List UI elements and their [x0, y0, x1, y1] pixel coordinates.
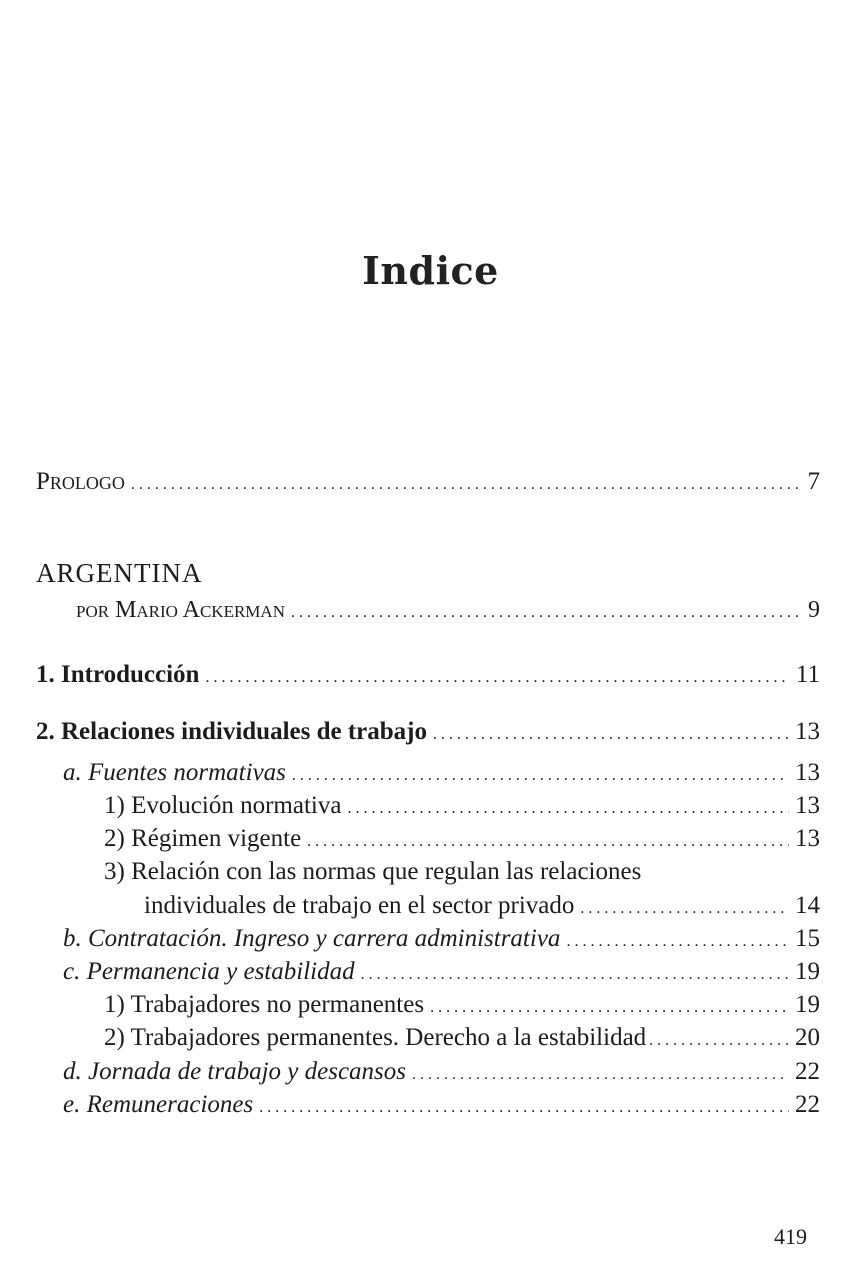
toc-page-number: 14: [795, 892, 820, 919]
page-title: Indice: [362, 248, 499, 293]
toc-entry-contratacion[interactable]: [63, 923, 820, 958]
page-number: 419: [774, 1224, 807, 1249]
toc-entry-relacion-first-line: 3) Relación con las normas que regulan las relaciones: [104, 858, 642, 885]
leader-dots: [292, 760, 789, 792]
toc-page-number: 13: [795, 825, 820, 852]
leader-dots: [649, 1025, 792, 1057]
leader-dots: [412, 1059, 789, 1091]
toc-entry-label: 2. Relaciones individuales de trabajo: [36, 718, 427, 745]
toc-page-number: 15: [795, 925, 820, 952]
leader-dots: [205, 662, 789, 694]
toc-page-number: 13: [795, 718, 820, 745]
leader-dots: [259, 1092, 789, 1124]
toc-entry-label: d. Jornada de trabajo y descansos: [63, 1058, 407, 1085]
toc-page-number: 22: [795, 1058, 820, 1085]
leader-dots: [347, 793, 789, 825]
leader-dots: [430, 992, 789, 1024]
toc-entry-label: b. Contratación. Ingreso y carrera administrativa: [63, 925, 561, 952]
toc-entry-relacion[interactable]: [144, 890, 820, 925]
toc-entry-label: individuales de trabajo en el sector privado: [144, 892, 575, 919]
leader-dots: [131, 469, 802, 501]
country-heading: ARGENTINA: [36, 558, 203, 588]
toc-entry-label: a. Fuentes normativas: [63, 759, 286, 786]
toc-page-number: 11: [795, 661, 820, 688]
toc-entry-remuneraciones[interactable]: [63, 1089, 820, 1124]
toc-page-number: 13: [795, 759, 820, 786]
toc-entry-label: 2) Régimen vigente: [104, 825, 302, 852]
toc-page-number: 22: [795, 1091, 820, 1118]
toc-page-number: 19: [795, 958, 820, 985]
toc-entry-label: 2) Trabajadores permanentes. Derecho a la estabilidad: [104, 1024, 647, 1051]
toc-entry-author[interactable]: [76, 594, 820, 629]
toc-entry-label: 1) Trabajadores no permanentes: [104, 991, 425, 1018]
toc-entry-label: 1) Evolución normativa: [104, 792, 342, 819]
toc-entry-prologo[interactable]: [36, 466, 820, 501]
toc-page-number: 13: [795, 792, 820, 819]
toc-entry-label: Prologo: [36, 468, 125, 495]
toc-page-number: 20: [795, 1024, 820, 1051]
toc-page-number: 7: [807, 468, 820, 495]
leader-dots: [307, 826, 789, 858]
toc-entry-label: e. Remuneraciones: [63, 1091, 254, 1118]
toc-entry-regimen[interactable]: [104, 823, 820, 858]
toc-entry-label: por Mario Ackerman: [76, 597, 285, 623]
toc-entry-relaciones[interactable]: [36, 716, 820, 751]
toc-entry-jornada[interactable]: [63, 1056, 820, 1091]
leader-dots: [433, 719, 789, 751]
leader-dots: [566, 926, 789, 958]
toc-entry-introduccion[interactable]: [36, 659, 820, 694]
toc-entry-fuentes[interactable]: [63, 757, 820, 792]
toc-entry-permanentes[interactable]: [104, 1022, 820, 1057]
toc-page-number: 9: [808, 597, 820, 623]
leader-dots: [580, 893, 789, 925]
leader-dots: [291, 597, 802, 629]
toc-page-number: 19: [795, 991, 820, 1018]
leader-dots: [361, 959, 789, 991]
toc-entry-no-permanentes[interactable]: [104, 989, 820, 1024]
toc-entry-label: 1. Introducción: [36, 661, 200, 688]
toc-entry-label: c. Permanencia y estabilidad: [63, 958, 355, 985]
toc-entry-permanencia[interactable]: [63, 956, 820, 991]
toc-entry-evolucion[interactable]: [104, 790, 820, 825]
